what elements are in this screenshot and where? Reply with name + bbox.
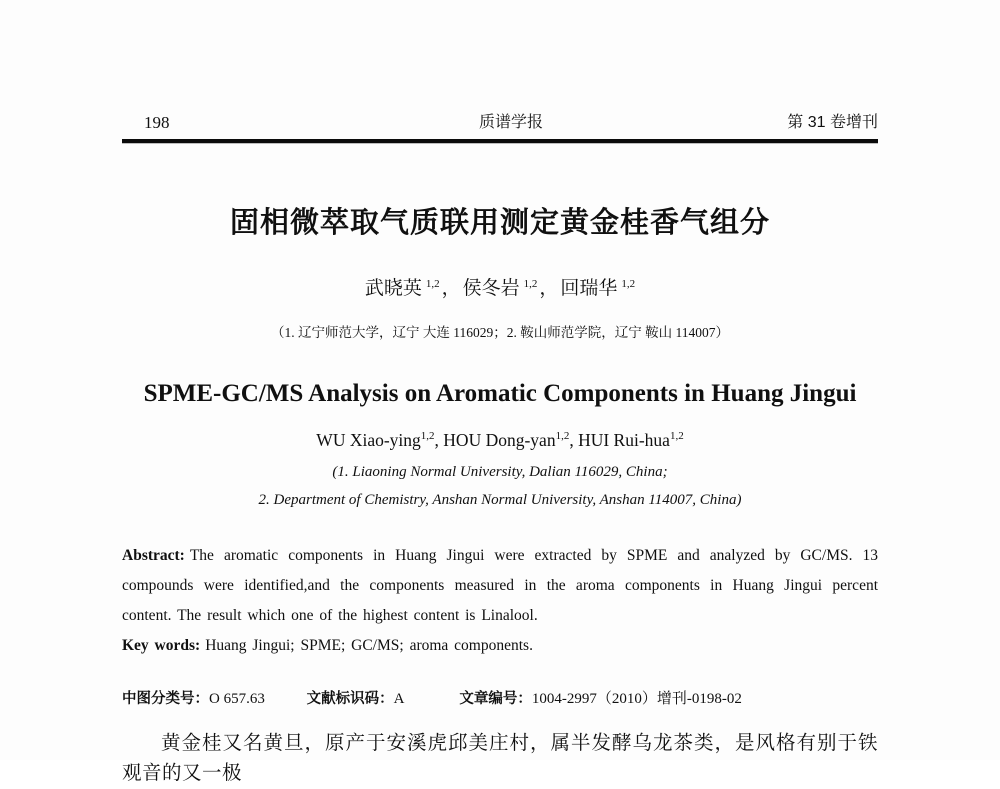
chinese-authors [122,274,878,306]
issue-label: 第 31 卷增刊 [787,114,878,131]
author-name: HUI Rui-hua [578,430,670,450]
abstract-line [122,541,878,571]
author-separator: ， [539,278,559,299]
header-rule [122,139,878,143]
article-no-value: 1004-2997（2010）增刊-0198-02 [531,691,742,707]
author-superscript: 1,2 [420,430,435,442]
chinese-title: 固相微萃取气质联用测定黄金桂香气组分 [229,207,770,239]
body-paragraph: 黄金桂又名黄旦，原产于安溪虎邱美庄村，属半发酵乌龙茶类，是风格有别于铁观音的又一极 [122,733,878,784]
doc-code-label: 文献标识码： [306,691,394,707]
keywords-line [122,631,878,661]
keywords-label: Key words: [122,637,201,654]
article-no-group [459,691,742,707]
author-separator: ， [441,278,461,299]
abstract-line: content. The result which one of the highest content is Linalool. [122,607,538,624]
english-title: SPME-GC/MS Analysis on Aromatic Components in Huang Jingui [143,380,857,407]
english-affiliation-line1: (1. Liaoning Normal University, Dalian 116029, China; [332,464,668,480]
abstract-block [122,541,878,661]
abstract-text: The aromatic components in Huang Jingui were extracted by SPME and analyzed by GC/MS. 13 [189,547,878,564]
author-name: 回瑞华 [560,278,618,299]
author-name: WU Xiao-ying [316,430,421,450]
clc-value: O 657.63 [209,691,265,707]
author-name: 侯冬岩 [462,278,520,299]
clc-label: 中图分类号： [122,691,209,707]
article-no-label: 文章编号： [459,691,532,707]
author-superscript: 1,2 [523,278,538,290]
author-superscript: 1,2 [669,430,684,442]
author-separator: , [569,430,579,450]
author-name: 武晓英 [364,278,422,299]
journal-title: 质谱学报 [478,114,543,131]
author-name: HOU Dong-yan [443,430,556,450]
abstract-label: Abstract: [122,547,185,564]
doc-code-group [307,691,404,707]
author-superscript: 1,2 [555,430,570,442]
page-number: 198 [144,113,170,132]
chinese-affiliation: （1. 辽宁师范大学，辽宁 大连 116029；2. 鞍山师范学院，辽宁 鞍山 114007） [271,325,729,340]
author-superscript: 1,2 [425,278,440,290]
keywords-text: Huang Jingui; SPME; GC/MS; aroma components. [205,637,533,654]
classification-row [122,687,878,711]
author-superscript: 1,2 [621,278,636,290]
clc-group [122,691,265,707]
author-separator: , [434,430,444,450]
doc-code-value: A [393,691,404,707]
running-head [122,110,878,136]
english-affiliation-line2: 2. Department of Chemistry, Anshan Normal University, Anshan 114007, China) [258,492,742,508]
abstract-line: compounds were identified,and the components measured in the aroma components in Huang Jingui percent [122,577,878,594]
english-authors [122,427,878,456]
